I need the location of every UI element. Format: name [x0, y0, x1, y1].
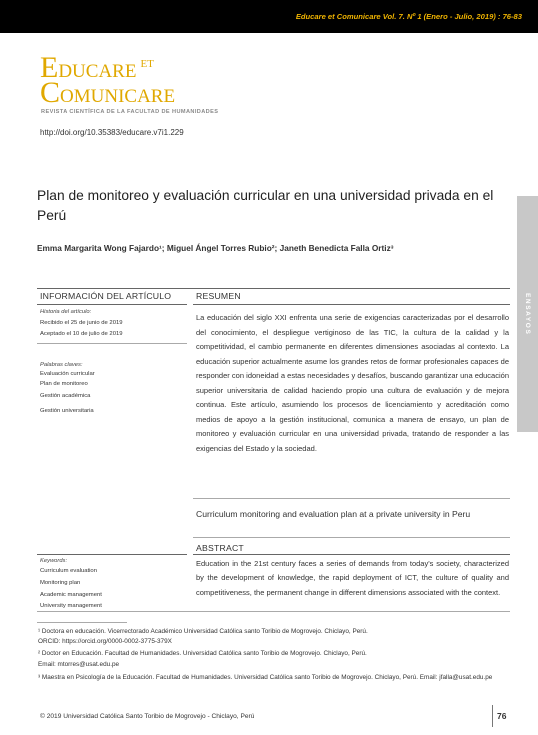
- english-title: Curriculum monitoring and evaluation plan at a private university in Peru: [196, 509, 471, 519]
- received-date: Recibido el 25 de junio de 2019: [40, 320, 123, 326]
- keyword-en: Academic management: [40, 592, 102, 598]
- footnote-1-orcid[interactable]: ORCID: https://orcid.org/0000-0002-3775-379X: [38, 638, 172, 645]
- info-heading-rule: [37, 304, 187, 305]
- history-label: Historia del artículo:: [40, 309, 92, 315]
- resumen-end-rule: [193, 498, 510, 499]
- footnote-2-email[interactable]: Email: mtorres@usat.edu.pe: [38, 661, 120, 668]
- info-heading: INFORMACIÓN DEL ARTÍCULO: [40, 291, 172, 301]
- keyword-es: Plan de monitoreo: [40, 381, 88, 387]
- keywords-en-rule: [37, 554, 187, 555]
- article-authors: Emma Margarita Wong Fajardo¹; Miguel Ángel Torres Rubio²; Janeth Benedicta Falla Ortiz³: [37, 243, 394, 253]
- journal-logo: [40, 53, 280, 125]
- logo-line-comunicare: COMUNICARE: [40, 76, 176, 109]
- article-title: Plan de monitoreo y evaluación curricular en una universidad privada en el Perú: [37, 188, 494, 223]
- abstract-end-rule: [37, 611, 510, 612]
- page-number: 76: [497, 711, 507, 721]
- top-rule: [37, 288, 510, 289]
- journal-citation: Educare et Comunicare Vol. 7. Nº 1 (Enero - Julio, 2019) : 76-83: [295, 12, 522, 21]
- keyword-en: Curriculum evaluation: [40, 568, 97, 574]
- section-label: ENSAYOS: [524, 292, 531, 336]
- resumen-text: La educación del siglo XXI enfrenta una serie de exigencias caracterizadas por el desarrollo del conocimiento, el despliegue vertiginoso de las TIC, la cultura de la calidad y la competitividad, el cambio permanente en diferentes dimensiones asociadas al contexto. La educación superior actualmente asume los grandes retos de formar profesionales capaces de responder con idoneidad a estas necesidades y desafíos, buscando garantizar una educación superior universitaria de calidad haciendo propio una cultura de evaluación y de mejora continua. Este artículo, asumiendo los procesos de licenciamiento y acreditación como medios de apoyo a la gestión institucional, comunica a manera de ensayo, un plan de monitoreo y evaluación curricular en una universidad privada, tratando de responder a las exigencias del Estado y la sociedad.: [196, 313, 509, 453]
- footnote-1: ¹ Doctora en educación. Vicerrectorado Académico Universidad Católica santo Toribio de Mogrovejo. Chiclayo, Perú.: [38, 628, 368, 635]
- abstract-heading: ABSTRACT: [196, 543, 244, 553]
- abstract-text: Education in the 21st century faces a series of demands from today's society, characterized by the development of knowledge, the rapid deployment of ICT, the culture of quality and competitiveness, the permanent change in different dimensions associated with the context.: [196, 559, 509, 597]
- footnote-rule: [37, 622, 127, 623]
- keyword-en: Monitoring plan: [40, 580, 81, 586]
- doi-link[interactable]: http://doi.org/10.35383/educare.v7i1.229: [40, 128, 184, 137]
- keyword-en: University management: [40, 603, 102, 609]
- keyword-es: Evaluación curricular: [40, 371, 95, 377]
- abstract-heading-rule: [193, 554, 510, 555]
- logo-subtitle: REVISTA CIENTÍFICA DE LA FACULTAD DE HUMANIDADES: [41, 109, 219, 115]
- section-side-tab: [517, 196, 538, 432]
- resumen-heading: RESUMEN: [196, 291, 241, 301]
- keyword-es: Gestión universitaria: [40, 408, 94, 414]
- footnote-3: ³ Maestra en Psicología de la Educación. Facultad de Humanidades. Universidad Católica santo Toribio de Mogrovejo. Chiclayo, Perú. Email: jfalla@usat.edu.pe: [38, 674, 493, 681]
- history-rule: [37, 343, 187, 344]
- footer-divider: [492, 705, 493, 727]
- footnote-2: ² Doctor en Educación. Facultad de Humanidades. Universidad Católica santo Toribio de Mogrovejo. Chiclayo, Perú.: [38, 650, 367, 657]
- journal-header-bar: [0, 0, 538, 33]
- logo-line-educare: EDUCARE $^{ET}$: [40, 51, 154, 84]
- keyword-es: Gestión académica: [40, 393, 91, 399]
- copyright-footer: © 2019 Universidad Católica Santo Toribio de Mogrovejo - Chiclayo, Perú: [40, 713, 255, 720]
- keywords-es-label: Palabras claves:: [40, 362, 83, 368]
- resumen-heading-rule: [193, 304, 510, 305]
- accepted-date: Aceptado el 10 de julio de 2019: [40, 331, 123, 337]
- keywords-en-label: Keywords:: [40, 558, 68, 564]
- english-title-rule: [193, 537, 510, 538]
